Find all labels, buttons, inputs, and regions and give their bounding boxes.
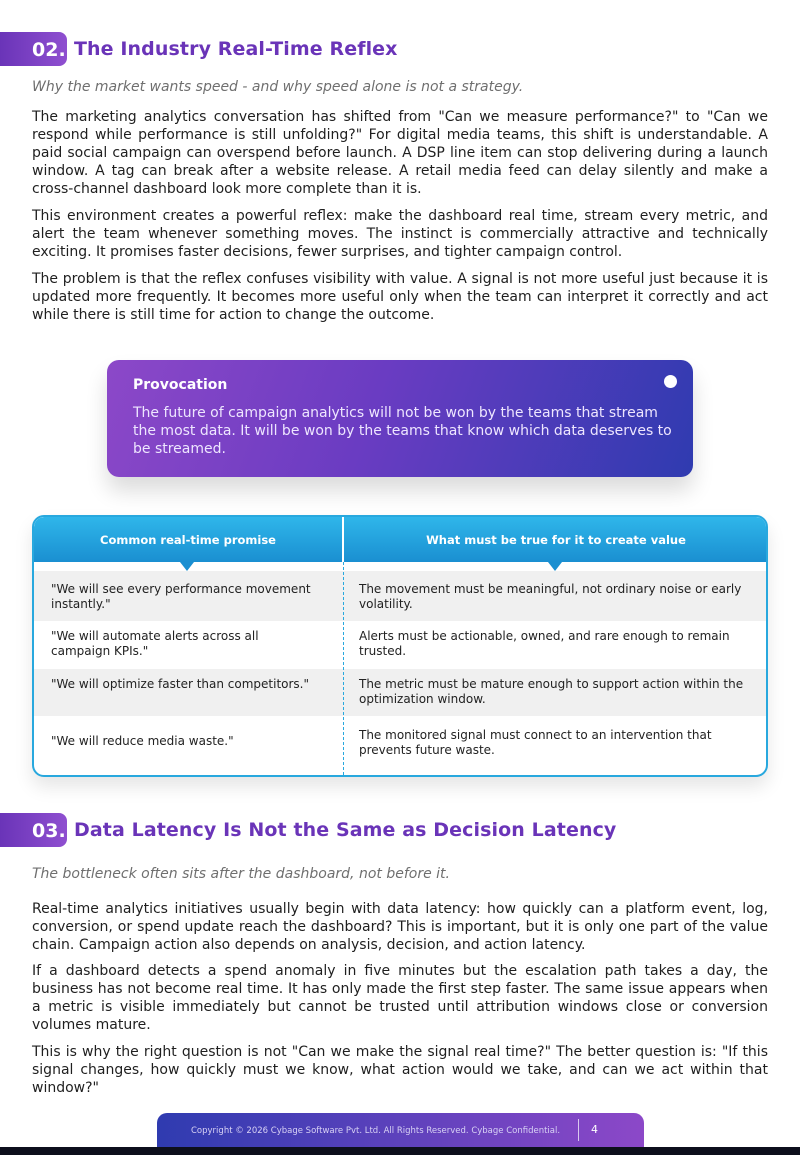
table-cell: "We will reduce media waste." (51, 734, 234, 748)
table-cell: The monitored signal must connect to an intervention that prevents future waste. (359, 728, 712, 757)
bottom-bar (0, 1147, 800, 1155)
callout-heading: Provocation (133, 377, 228, 393)
page-number: 4 (591, 1123, 598, 1136)
callout-text: The future of campaign analytics will not be won by the teams that stream the most data. It will be won by the teams that know which data deserves to be streamed. (133, 405, 672, 457)
section-02-heading (0, 32, 398, 66)
table-row (34, 621, 766, 669)
table-cell: Alerts must be actionable, owned, and rare enough to remain trusted. (359, 629, 730, 658)
column-header: What must be true for it to create value (344, 517, 768, 562)
table-cell: "We will automate alerts across all campaign KPIs." (51, 629, 259, 658)
table-cell: "We will optimize faster than competitors." (51, 677, 310, 691)
column-header: Common real-time promise (34, 517, 342, 562)
paragraph: The marketing analytics conversation has shifted from "Can we measure performance?" to "Can we respond while performance is still unfolding?" For digital media teams, this shift is understandable. A paid social campaign can overspend before launch. A DSP line item can stop delivering during a launch window. A tag can break after a website release. A retail media feed can delay silently and make a cross-channel dashboard look more complete than it is. (32, 109, 768, 197)
section-number: 02. (0, 32, 67, 66)
comparison-table (32, 515, 768, 777)
paragraph: This environment creates a powerful reflex: make the dashboard real time, stream every metric, and alert the team whenever something moves. The instinct is commercially attractive and technically exciting. It promises faster decisions, fewer surprises, and tighter campaign control. (32, 208, 768, 260)
section-subtitle: The bottleneck often sits after the dashboard, not before it. (32, 866, 450, 882)
dot-icon (664, 375, 677, 388)
section-03-heading (0, 813, 616, 847)
provocation-callout (107, 360, 693, 477)
paragraph: This is why the right question is not "Can we make the signal real time?" The better question is: "If this signal changes, how quickly must we know, what action would we take, and can we act within that window?" (32, 1044, 768, 1096)
copyright-text: Copyright © 2026 Cybage Software Pvt. Ltd. All Rights Reserved. Cybage Confidential. (191, 1126, 561, 1136)
paragraph: If a dashboard detects a spend anomaly in five minutes but the escalation path takes a day, the business has not become real time. It has only made the first step faster. The same issue appears when a metric is visible immediately but cannot be trusted until attribution windows close or conversion volumes mature. (32, 963, 768, 1033)
table-row (34, 669, 766, 716)
section-number: 03. (0, 813, 67, 847)
section-subtitle: Why the market wants speed - and why speed alone is not a strategy. (32, 79, 524, 95)
table-row (34, 571, 766, 621)
arrow-down-icon (180, 562, 194, 571)
table-cell: The metric must be mature enough to support action within the optimization window. (359, 677, 744, 706)
table-cell: "We will see every performance movement instantly." (51, 582, 311, 611)
page-footer (157, 1113, 644, 1147)
footer-divider (578, 1119, 579, 1141)
section-title: Data Latency Is Not the Same as Decision Latency (74, 819, 617, 841)
arrow-down-icon (548, 562, 562, 571)
paragraph: The problem is that the reflex confuses visibility with value. A signal is not more useful just because it is updated more frequently. It becomes more useful only when the team can interpret it correctly and act while there is still time for action to change the outcome. (32, 271, 768, 323)
table-row (34, 716, 766, 775)
column-divider (343, 562, 344, 775)
table-cell: The movement must be meaningful, not ordinary noise or early volatility. (359, 582, 742, 611)
section-title: The Industry Real-Time Reflex (74, 38, 398, 60)
paragraph: Real-time analytics initiatives usually begin with data latency: how quickly can a platform event, log, conversion, or spend update reach the dashboard? This is important, but it is only one part of the value chain. Campaign action also depends on analysis, decision, and action latency. (32, 901, 768, 953)
